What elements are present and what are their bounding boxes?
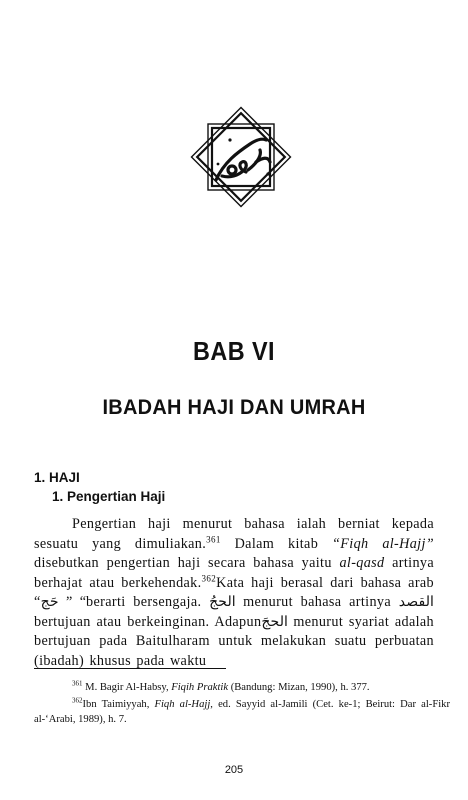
book-title: “Fiqh al-Hajj” xyxy=(332,535,434,552)
paragraph-text: Dalam kitab xyxy=(220,535,333,552)
chapter-title: IBADAH HAJI DAN UMRAH xyxy=(102,396,366,419)
footnote-ref: 362 xyxy=(201,572,217,583)
footnote-ref: 361 xyxy=(206,533,221,544)
paragraph-text: disebutkan pengertian haji secara bahasa yaitu xyxy=(34,555,340,571)
footnotes xyxy=(34,680,450,729)
page-number: 205 xyxy=(224,764,244,776)
paragraph-text: Pengertian haji menurut bahasa ialah berniat kepada sesuatu yang dimuliakan. xyxy=(34,516,434,552)
arabic-term: al-qasd xyxy=(339,555,385,571)
body-paragraph xyxy=(34,515,434,671)
footnote-divider xyxy=(34,668,226,669)
paragraph-text: Kata haji berasal dari bahasa arab “حَج ” “berarti bersengaja. الحجُ menurut bahasa artinya القصد bertujuan atau berkeinginan. Adapunالحجَ menurut syariat adalah bertujuan pada Baitulharam untuk melakukan suatu perbuatan (ibadah) khusus pada waktu xyxy=(34,574,434,669)
calligraphy-star-emblem-icon xyxy=(186,92,296,226)
footnote: $^{362}$Ibn Taimiyyah, Fiqh al-Hajj, ed. Sayyid al-Jamili (Cet. ke-1; Beirut: Dar al-Fikr al-‘Arabi, 1989), h. 7. xyxy=(34,695,450,725)
footnote: $^{361}$ M. Bagir Al-Habsy, Fiqih Praktik (Bandung: Mizan, 1990), h. 377. xyxy=(72,679,370,693)
section-heading: 1. HAJI xyxy=(34,470,80,485)
paragraph-text: artinya berhajat atau berkehendak. xyxy=(34,555,434,591)
chapter-number: BAB VI xyxy=(192,336,276,366)
subsection-heading: 1. Pengertian Haji xyxy=(52,489,166,504)
